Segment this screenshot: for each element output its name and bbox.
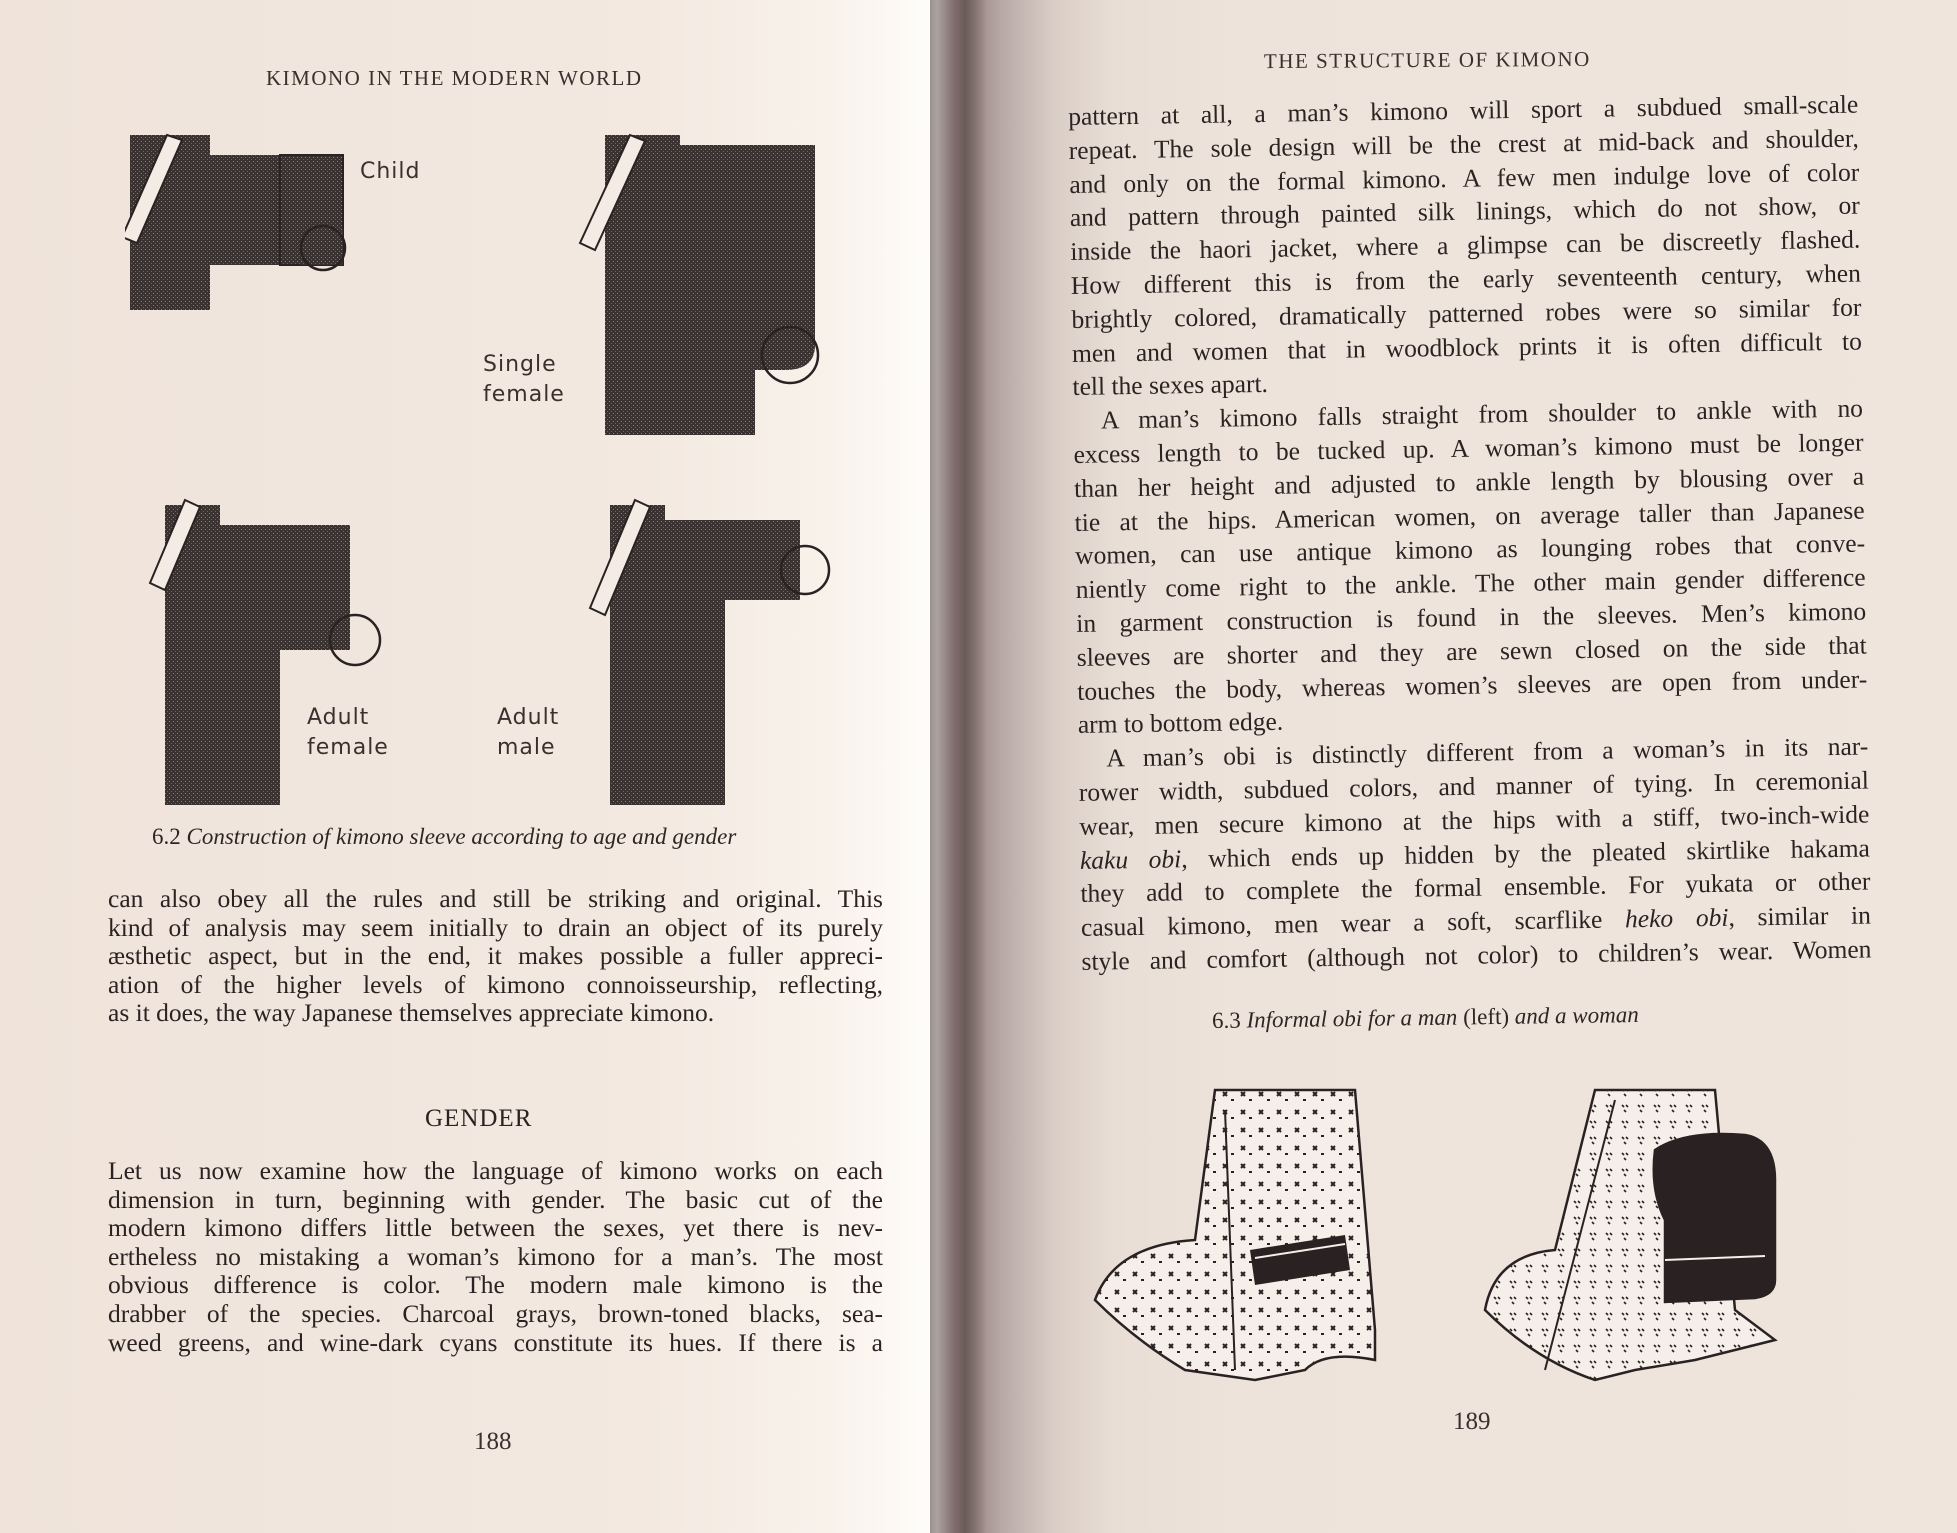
- text-line: excess length to be tucked up. A woman’s kimono must be longer: [1073, 427, 1864, 469]
- text-line: sleeves are shorter and they are sewn closed on the side that: [1076, 630, 1867, 672]
- text-line: and pattern through painted silk linings, which do not show, or: [1069, 190, 1860, 233]
- woman-obi-drawing: [1485, 1090, 1775, 1380]
- text-line: æsthetic aspect, but in the end, it makes possible a fuller appreci-: [108, 941, 883, 971]
- caption-text: and a woman: [1514, 1002, 1639, 1029]
- text-line: modern kimono differs little between the sexes, yet there is nev-: [108, 1213, 883, 1243]
- text-line: tell the sexes apart.: [1072, 369, 1269, 402]
- caption-text: Informal obi for a man: [1246, 1004, 1458, 1033]
- book-gutter: [905, 0, 985, 1533]
- left-paragraph-2: [108, 1157, 883, 1357]
- running-head-left: KIMONO IN THE MODERN WORLD: [266, 66, 643, 90]
- text-line: women, can use antique kimono as lounging robes that conve-: [1074, 528, 1866, 571]
- caption-text: Construction of kimono sleeve according to age and gender: [186, 824, 737, 849]
- text-line: inside the haori jacket, where a glimpse can be discreetly flashed.: [1070, 224, 1861, 267]
- text-line: tie at the hips. American women, on average taller than Japanese: [1074, 495, 1865, 537]
- text-line: repeat. The sole design will be the crest at mid-back and shoulder,: [1068, 123, 1859, 165]
- text-line: wear, men secure kimono at the hips with a stiff, two-inch-wide: [1079, 799, 1870, 841]
- page-number-left: 188: [474, 1428, 512, 1455]
- label-adult-male: Adult male: [497, 705, 560, 760]
- text-line: rower width, subdued colors, and manner of tying. In ceremonial: [1078, 765, 1870, 807]
- text-line: obvious difference is color. The modern male kimono is the: [108, 1270, 883, 1300]
- text-line: pattern at all, a man’s kimono will sport a subdued small-scale: [1068, 89, 1859, 131]
- text-line: as it does, the way Japanese themselves appreciate kimono.: [108, 998, 715, 1028]
- page-number-right: 189: [1453, 1408, 1491, 1435]
- figure-number: 6.2: [152, 824, 181, 849]
- text-fragment: , similar in: [1728, 900, 1872, 932]
- text-fragment: , which ends up hidden by the pleated skirtlike hakama: [1181, 833, 1871, 873]
- text-line: kind of analysis may seem initially to drain an object of its purely: [108, 912, 883, 942]
- text-line: they add to complete the formal ensemble. For yukata or other: [1080, 866, 1871, 909]
- text-line: and only on the formal kimono. A few men indulge love of color: [1069, 157, 1860, 199]
- text-line: weed greens, and wine-dark cyans constitute its hues. If there is a: [108, 1327, 883, 1357]
- text-line: Let us now examine how the language of kimono works on each: [108, 1156, 883, 1185]
- label-child: Child: [360, 159, 421, 184]
- section-heading-gender: GENDER: [425, 1105, 533, 1132]
- text-fragment: casual kimono, men wear a soft, scarflike: [1080, 904, 1626, 943]
- left-paragraph-1: [108, 885, 883, 1028]
- figure-6-2-kimono-sleeves: [125, 125, 845, 805]
- figure-number: 6.3: [1211, 1007, 1241, 1033]
- text-line: drabber of the species. Charcoal grays, brown-toned blacks, sea-: [108, 1298, 883, 1328]
- text-line: in garment construction is found in the sleeves. Men’s kimono: [1075, 596, 1867, 638]
- term-kaku-obi: kaku obi: [1079, 843, 1182, 875]
- single-female-kimono-icon: [580, 135, 818, 435]
- text-line: arm to bottom edge.: [1077, 707, 1284, 740]
- kimono-sleeve-diagrams: [125, 125, 845, 805]
- text-line: than her height and adjusted to ankle length by blousing over a: [1073, 461, 1865, 503]
- text-line: touches the body, whereas women’s sleeves are open from under-: [1077, 664, 1868, 706]
- right-body-text: [1068, 88, 1872, 979]
- text-line: A man’s obi is distinctly different from a woman’s in its nar-: [1106, 731, 1869, 773]
- text-line: men and women that in woodblock prints it is often difficult to: [1071, 326, 1863, 368]
- term-heko-obi: heko obi: [1624, 902, 1729, 934]
- figure-6-3-obi-illustration: [1075, 1070, 1865, 1390]
- text-line: A man’s kimono falls straight from shoulder to ankle with no: [1100, 393, 1864, 435]
- man-obi-drawing: [1095, 1090, 1375, 1380]
- child-kimono-icon: [125, 135, 345, 310]
- figure-6-2-caption: [152, 824, 736, 850]
- caption-text: (left): [1462, 1003, 1510, 1030]
- text-line: can also obey all the rules and still be striking and original. This: [108, 884, 883, 913]
- text-line: style and comfort (although not color) to children’s wear. Women: [1081, 934, 1872, 976]
- text-line: How different this is from the early seventeenth century, when: [1070, 258, 1862, 300]
- text-line: niently come right to the ankle. The other main gender difference: [1075, 562, 1866, 605]
- text-line: dimension in turn, beginning with gender. The basic cut of the: [108, 1184, 883, 1214]
- text-line: ation of the higher levels of kimono connoisseurship, reflecting,: [108, 969, 883, 999]
- adult-male-kimono-icon: [590, 500, 829, 805]
- text-line: brightly colored, dramatically patterned robes were so similar for: [1071, 292, 1862, 334]
- running-head-right: THE STRUCTURE OF KIMONO: [1263, 46, 1591, 74]
- obi-drawings: [1075, 1070, 1865, 1390]
- text-line: ertheless no mistaking a woman’s kimono for a man’s. The most: [108, 1241, 883, 1271]
- label-single-female: Single female: [483, 352, 565, 407]
- label-adult-female: Adult female: [307, 705, 389, 760]
